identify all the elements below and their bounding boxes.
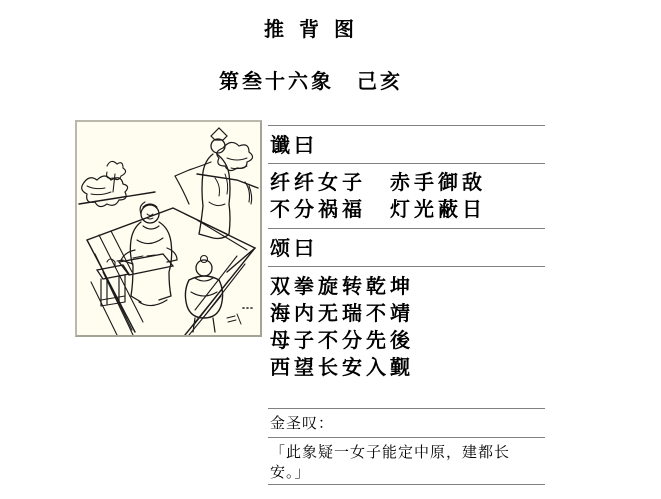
song-verse-line: 母子不分先後	[270, 328, 414, 352]
song-verse-line: 海内无瑞不靖	[270, 301, 414, 325]
chen-verse-line: 纤纤女子 赤手御敌	[270, 170, 486, 194]
commentary-block	[268, 437, 545, 485]
woodcut-illustration	[75, 120, 262, 337]
chen-verse-line: 不分祸福 灯光蔽日	[270, 197, 486, 221]
song-verse-line: 双拳旋转乾坤	[270, 274, 414, 298]
chapter-subtitle: 第叁十六象 己亥	[219, 69, 403, 93]
song-header: 颂曰	[268, 228, 545, 266]
woodcut-drawing-svg	[77, 122, 260, 335]
commentator-label: 金圣叹：	[268, 408, 545, 437]
chen-verse-block	[268, 163, 545, 228]
verse-panel	[268, 125, 545, 485]
song-verse-block	[268, 266, 545, 408]
content-row	[75, 120, 622, 485]
chen-header: 谶曰	[268, 125, 545, 163]
commentary-text: 「此象疑一女子能定中原，建都长安。」	[270, 443, 511, 481]
page-title: 推 背 图	[264, 17, 358, 41]
song-verse-line: 西望长安入觐	[270, 355, 414, 379]
